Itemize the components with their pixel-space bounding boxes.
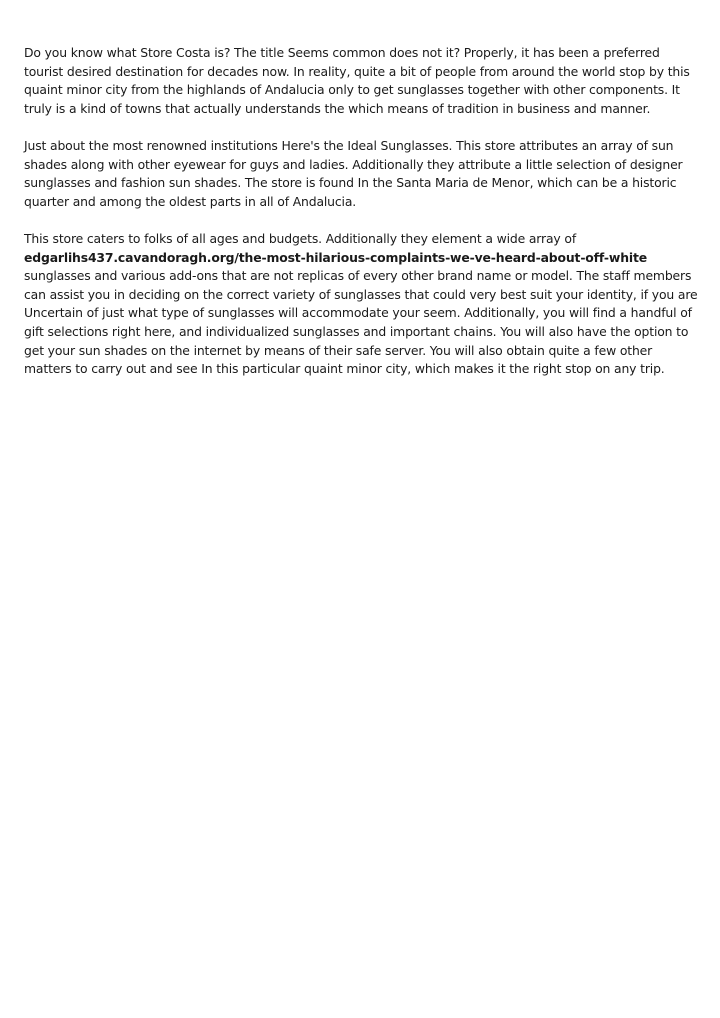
paragraph-3-text-before: This store caters to folks of all ages and budgets. Additionally they element a wide array of bbox=[24, 230, 577, 246]
document-body bbox=[24, 44, 698, 397]
paragraph-store-caters bbox=[24, 230, 698, 379]
paragraph-ideal-sunglasses: Just about the most renowned institutions Here's the Ideal Sunglasses. This store attributes an array of sun shades along with other eyewear for guys and ladies. Additionally they attribute a little selection of designer sunglasses and fashion sun shades. The store is found In the Santa Maria de Menor, which can be a historic quarter and among the oldest parts in all of Andalucia. bbox=[24, 137, 683, 209]
inline-link[interactable]: edgarlihs437.cavandoragh.org/the-most-hilarious-complaints-we-ve-heard-about-off-white bbox=[24, 249, 648, 265]
paragraph-3-text-after: sunglasses and various add-ons that are not replicas of every other brand name or model. The staff members can assist you in deciding on the correct variety of sunglasses that could very best suit your identity, if you are Uncertain of just what type of sunglasses will accommodate your seem. Additionally, you will find a handful of gift selections right here, and individualized sunglasses and important chains. You will also have the option to get your sun shades on the internet by means of their safe server. You will also obtain quite a few other matters to carry out and see In this particular quaint minor city, which makes it the right stop on any trip. bbox=[24, 268, 698, 377]
paragraph-intro: Do you know what Store Costa is? The title Seems common does not it? Properly, it has been a preferred tourist desired destination for decades now. In reality, quite a bit of people from around the world stop by this quaint minor city from the highlands of Andalucia only to get sunglasses together with other components. It truly is a kind of towns that actually understands the which means of tradition in business and manner. bbox=[24, 45, 690, 116]
